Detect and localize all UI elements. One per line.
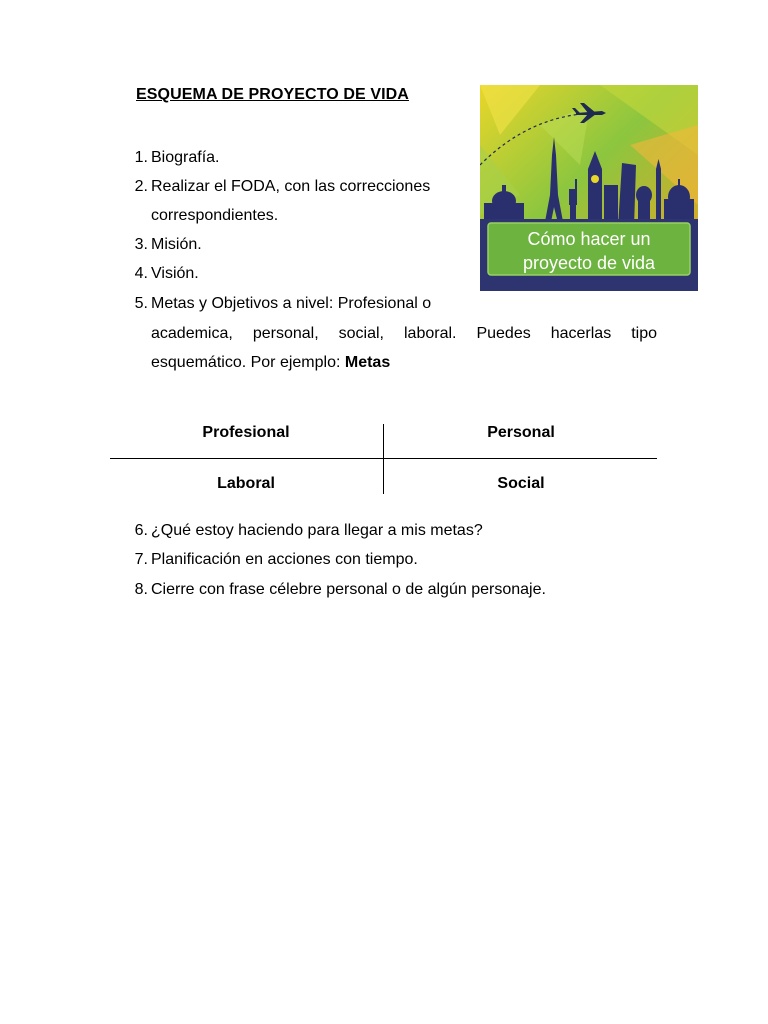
table-divider-vertical <box>383 424 384 494</box>
goals-table <box>110 416 657 494</box>
banner-line1: Cómo hacer un <box>527 229 651 249</box>
banner-line2: proyecto de vida <box>522 253 656 273</box>
metas-label: Metas <box>344 354 391 371</box>
table-cell-laboral: Laboral <box>217 475 275 492</box>
table-cell-personal: Personal <box>487 424 555 441</box>
document-page: ESQUEMA DE PROYECTO DE VIDA Cómo hacer un proyecto de vida 1. Biografía. 2. Realizar el FODA, con las correcciones correspondientes. 3. Misión. 4. Visión. 5. Metas y Objetivos a nivel: Profesional o academica, personal, social, laboral. Puedes hacerlas tipo esquemático. Por ejemplo: Metas Profesional Personal Laboral Social 6. ¿Qué estoy haciendo para llegar a mis metas? 7. Planificación en acciones con tiempo. 8. Cierre con frase célebre personal o de algún personaje. <box>0 0 768 1024</box>
table-cell-profesional: Profesional <box>202 424 290 441</box>
list-item-continuation: esquemático. Por ejemplo: Metas <box>151 354 391 371</box>
table-cell-social: Social <box>497 475 545 492</box>
skyline-image <box>480 85 698 291</box>
document-title: ESQUEMA DE PROYECTO DE VIDA <box>136 86 409 103</box>
list-item-continuation: academica, personal, social, laboral. Puedes hacerlas tipo <box>151 325 657 342</box>
project-illustration <box>480 85 698 291</box>
